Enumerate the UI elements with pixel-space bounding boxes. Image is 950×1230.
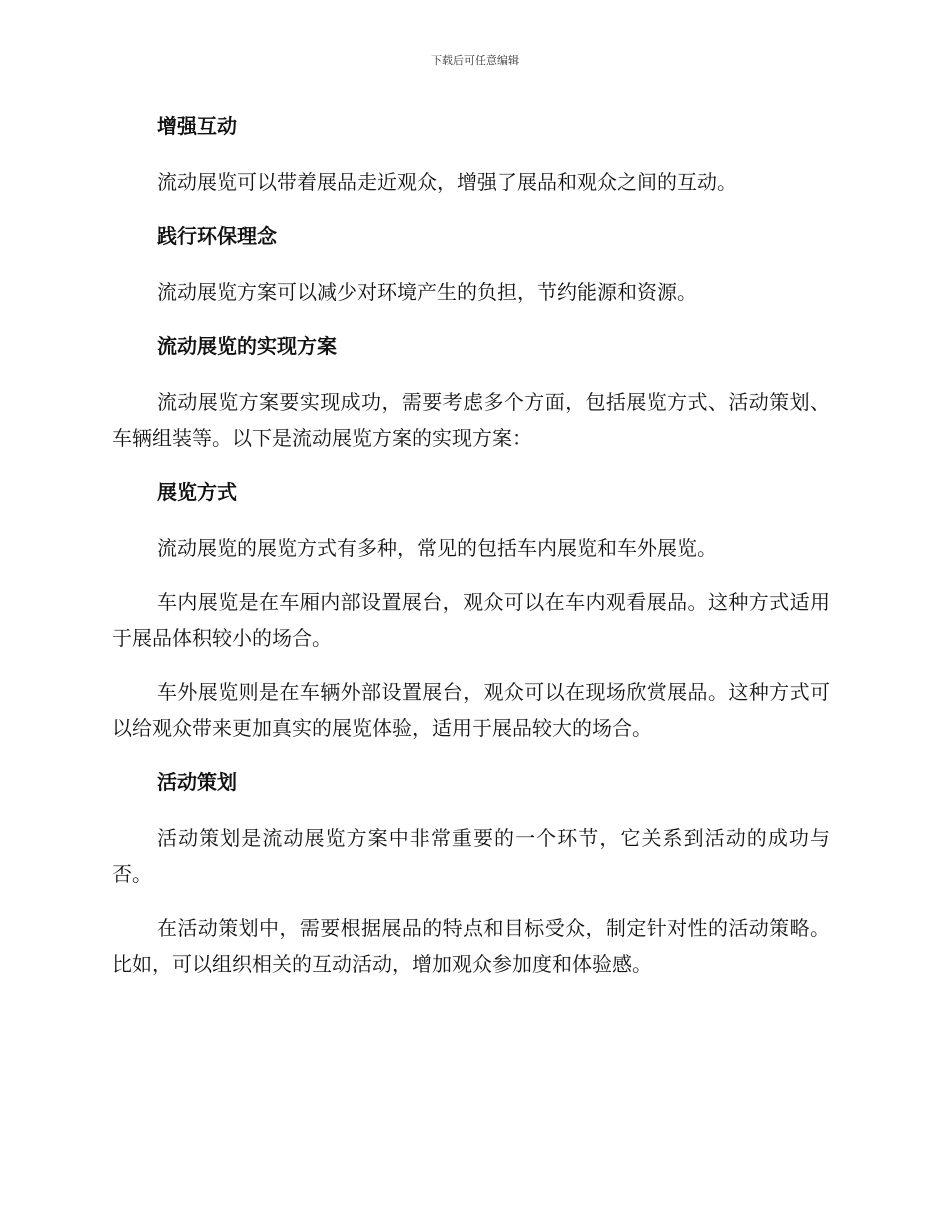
section-heading-environmental: 践行环保理念 bbox=[157, 224, 277, 248]
page-header: 下载后可任意编辑 bbox=[431, 54, 519, 67]
paragraph-outdoor-exhibition: 车外展览则是在车辆外部设置展台，观众可以在现场欣赏展品。这种方式可以给观众带来更加真实的展览体验，适用于展品较大的场合。 bbox=[112, 680, 830, 740]
paragraph-event-planning-importance: 活动策划是流动展览方案中非常重要的一个环节，它关系到活动的成功与否。 bbox=[112, 826, 830, 886]
paragraph-event-planning-strategy: 在活动策划中，需要根据展品的特点和目标受众，制定针对性的活动策略。比如，可以组织相关的互动活动，增加观众参加度和体验感。 bbox=[112, 916, 830, 976]
paragraph-exhibition-methods: 流动展览的展览方式有多种，常见的包括车内展览和车外展览。 bbox=[157, 536, 717, 560]
paragraph-environmental: 流动展览方案可以减少对环境产生的负担，节约能源和资源。 bbox=[157, 280, 697, 304]
section-heading-event-planning: 活动策划 bbox=[157, 770, 237, 794]
document-body bbox=[112, 108, 830, 1000]
paragraph-implementation: 流动展览方案要实现成功，需要考虑多个方面，包括展览方式、活动策划、车辆组装等。以下是流动展览方案的实现方案： bbox=[112, 390, 830, 450]
paragraph-indoor-exhibition: 车内展览是在车厢内部设置展台，观众可以在车内观看展品。这种方式适用于展品体积较小的场合。 bbox=[112, 590, 830, 650]
section-heading-implementation: 流动展览的实现方案 bbox=[157, 334, 337, 358]
section-heading-exhibition-method: 展览方式 bbox=[157, 480, 237, 504]
section-heading-enhance-interaction: 增强互动 bbox=[157, 114, 237, 138]
paragraph-enhance-interaction: 流动展览可以带着展品走近观众，增强了展品和观众之间的互动。 bbox=[157, 170, 737, 194]
